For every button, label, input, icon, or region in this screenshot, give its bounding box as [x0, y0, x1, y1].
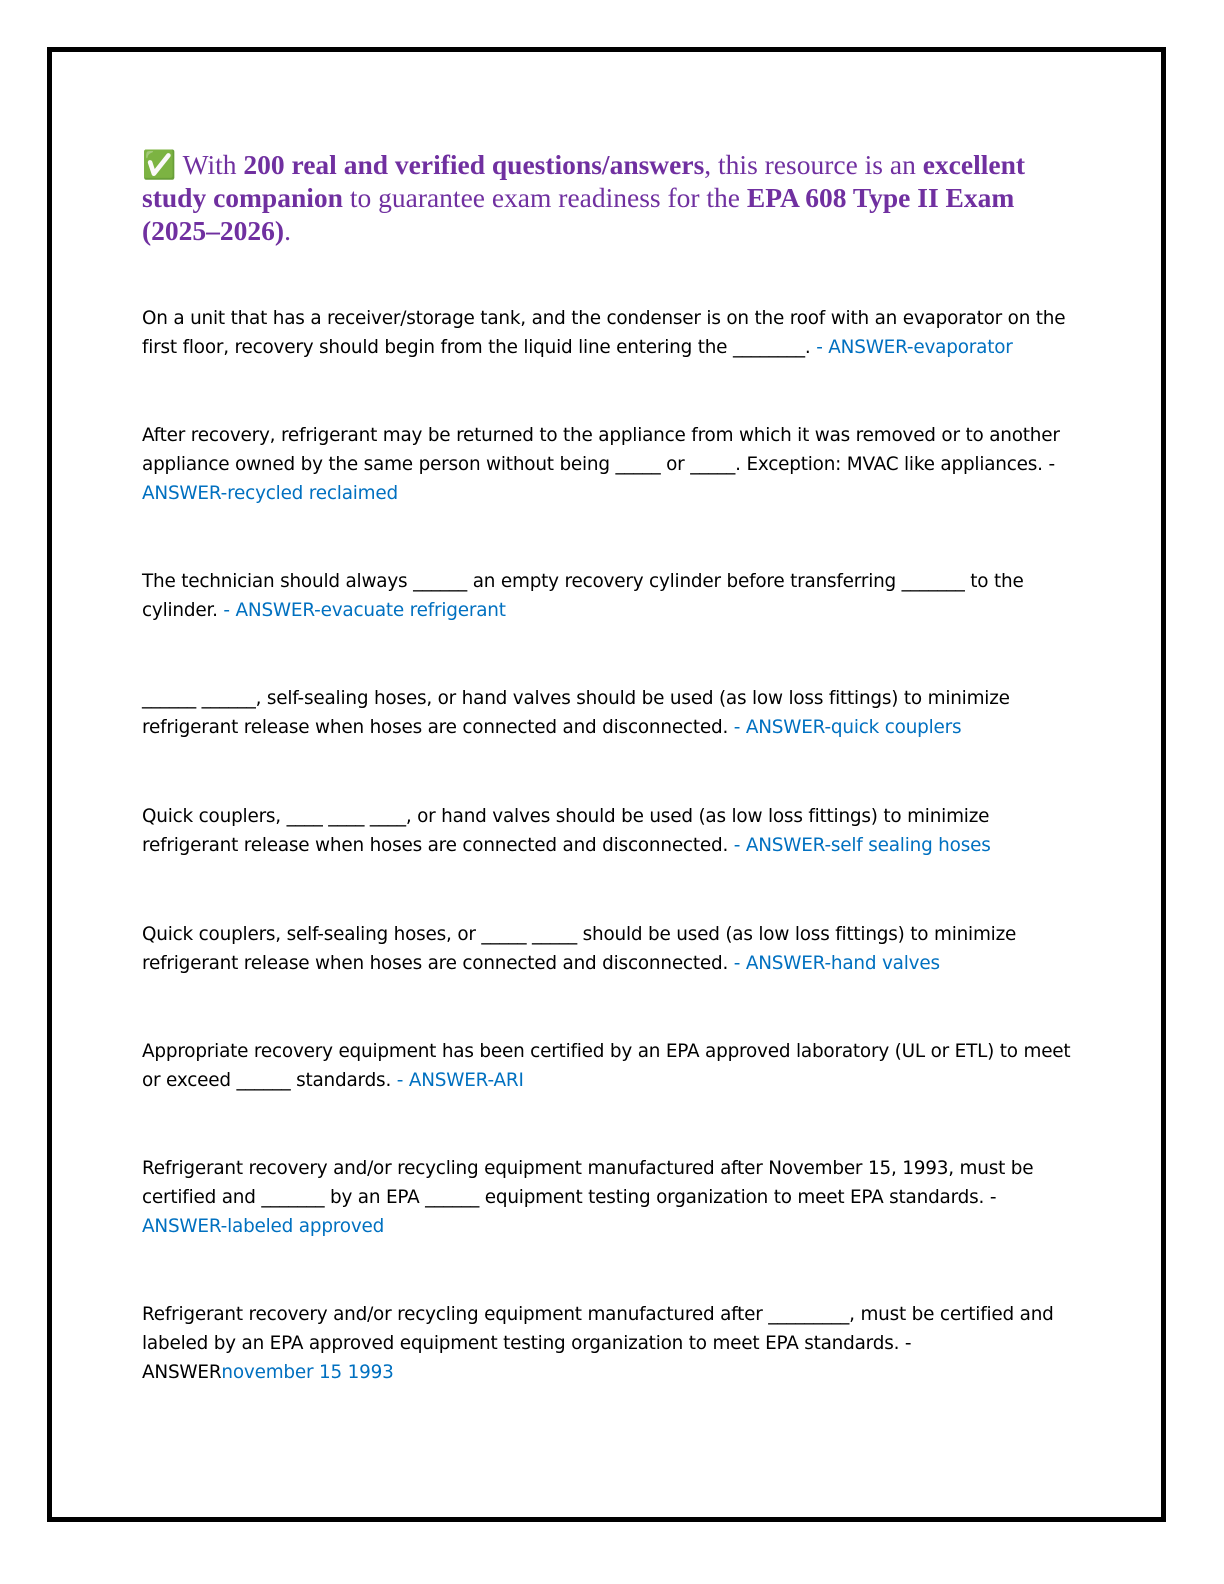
qa-item — [142, 684, 1072, 742]
answer-text: - ANSWER-self sealing hoses — [733, 835, 991, 856]
intro-paragraph: ✅ With 200 real and verified questions/answers, this resource is an excellent study companion to guarantee exam readiness for the EPA 608 Type II Exam (2025–2026). — [142, 149, 1026, 246]
question-text: Quick couplers, ____ ____ ____, or hand valves should be used (as low loss fittings) to minimize refrigerant release when hoses are connected and disconnected. — [142, 806, 990, 856]
qa-item — [142, 304, 1072, 362]
qa-item — [142, 567, 1072, 625]
answer-text: ANSWER-recycled reclaimed — [142, 483, 398, 504]
question-text: On a unit that has a receiver/storage tank, and the condenser is on the roof with an evaporator on the first floor, recovery should begin from the liquid line entering the ________. — [142, 308, 1066, 358]
answer-text: november 15 1993 — [221, 1362, 394, 1383]
qa-item — [142, 1037, 1072, 1095]
check-icon: ✅ — [142, 149, 177, 180]
question-text: Refrigerant recovery and/or recycling equipment manufactured after November 15, 1993, must be certified and _______ by an EPA ______ equipment testing organization to meet EPA standards. - — [142, 1158, 1034, 1208]
answer-text: - ANSWER-quick couplers — [733, 717, 962, 738]
answer-text: - ANSWER-ARI — [396, 1070, 524, 1091]
question-text: Quick couplers, self-sealing hoses, or _____ _____ should be used (as low loss fittings) to minimize refrigerant release when hoses are connected and disconnected. — [142, 924, 1017, 974]
answer-text: - ANSWER-evaporator — [816, 337, 1013, 358]
qa-item — [142, 1300, 1072, 1387]
answer-text: ANSWER-labeled approved — [142, 1216, 385, 1237]
question-text: ______ ______, self-sealing hoses, or hand valves should be used (as low loss fittings) to minimize refrigerant release when hoses are connected and disconnected. — [142, 688, 1010, 738]
qa-item — [142, 920, 1072, 978]
answer-text: - ANSWER-evacuate refrigerant — [223, 600, 506, 621]
question-text: Appropriate recovery equipment has been certified by an EPA approved laboratory (UL or ETL) to meet or exceed ______ standards. — [142, 1041, 1071, 1091]
qa-item — [142, 421, 1072, 508]
qa-item — [142, 802, 1072, 860]
question-text: After recovery, refrigerant may be returned to the appliance from which it was removed or to another appliance owned by the same person without being _____ or _____. Exception: MVAC like appliances. - — [142, 425, 1060, 475]
answer-text: - ANSWER-hand valves — [733, 953, 940, 974]
question-text: The technician should always ______ an empty recovery cylinder before transferring _______ to the cylinder. — [142, 571, 1024, 621]
qa-item — [142, 1154, 1072, 1241]
question-text: Refrigerant recovery and/or recycling equipment manufactured after _________, must be certified and labeled by an EPA approved equipment testing organization to meet EPA standards. - ANSWER — [142, 1304, 1054, 1383]
